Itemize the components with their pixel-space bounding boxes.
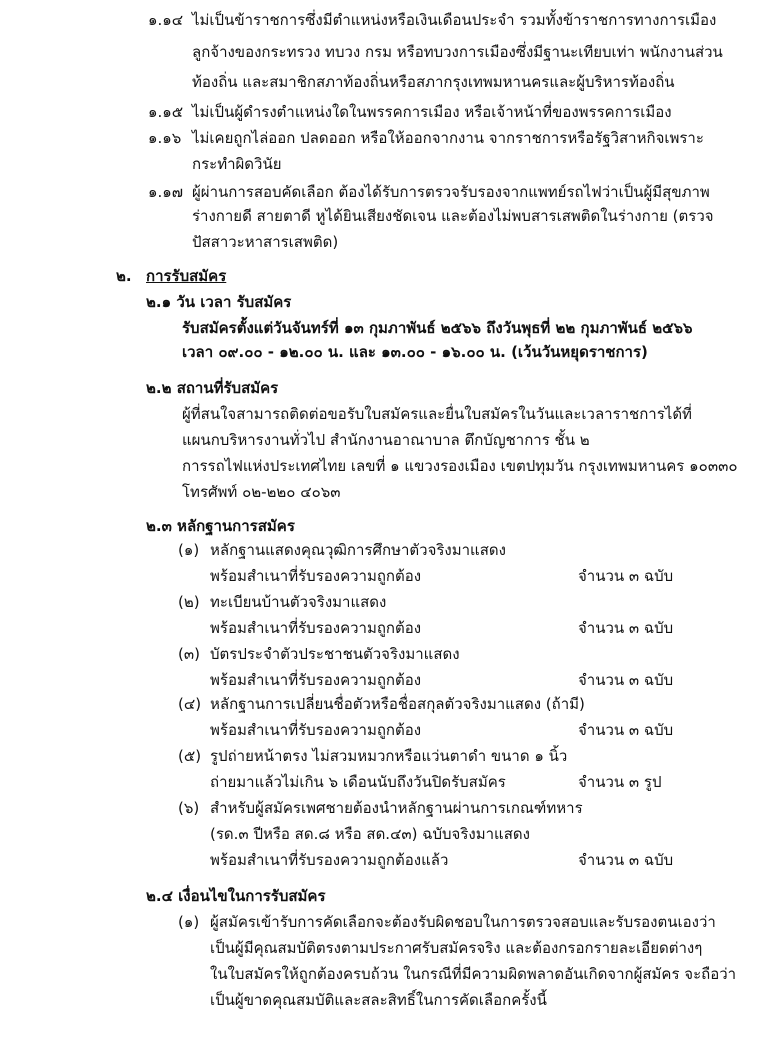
doc-text: ทะเบียนบ้านตัวจริงมาแสดง	[210, 593, 387, 611]
phone-number: โทรศัพท์ ๐๒-๒๒๐ ๔๐๖๓	[182, 483, 341, 501]
location-text: ผู้ที่สนใจสามารถติดต่อขอรับใบสมัครและยื่นใบสมัครในวันและเวลาราชการได้ที่	[182, 405, 692, 423]
section-title: การรับสมัคร	[146, 267, 227, 285]
doc-text: บัตรประจำตัวประชาชนตัวจริงมาแสดง	[210, 645, 460, 663]
doc-text: (รด.๓ ปีหรือ สด.๘ หรือ สด.๔๓) ฉบับจริงมาแสดง	[210, 825, 530, 843]
location-text: แผนกบริหารงานทั่วไป สำนักงานอาณาบาล ตึกบัญชาการ ชั้น ๒	[182, 431, 590, 449]
doc-number: (๑)	[178, 541, 200, 559]
doc-number: (๓)	[178, 645, 200, 663]
item-text: ปัสสาวะหาสารเสพติด)	[192, 233, 339, 251]
doc-text: รูปถ่ายหน้าตรง ไม่สวมหมวกหรือแว่นตาดำ ขนาด ๑ นิ้ว	[210, 747, 568, 765]
doc-number: (๔)	[178, 695, 202, 713]
application-hours: เวลา ๐๙.๐๐ - ๑๒.๐๐ น. และ ๑๓.๐๐ - ๑๖.๐๐ น. (เว้นวันหยุดราชการ)	[182, 343, 648, 361]
condition-text: ผู้สมัครเข้ารับการคัดเลือกจะต้องรับผิดชอบในการตรวจสอบและรับรองตนเองว่า	[210, 913, 716, 931]
doc-text: พร้อมสำเนาที่รับรองความถูกต้อง	[210, 567, 422, 585]
item-text: ไม่เป็นผู้ดำรงตำแหน่งใดในพรรคการเมือง หรือเจ้าหน้าที่ของพรรคการเมือง	[192, 103, 672, 121]
location-text: การรถไฟแห่งประเทศไทย เลขที่ ๑ แขวงรองเมือง เขตปทุมวัน กรุงเทพมหานคร ๑๐๓๓๐	[182, 457, 738, 475]
item-text: ไม่เป็นข้าราชการซึ่งมีตำแหน่งหรือเงินเดือนประจำ รวมทั้งข้าราชการทางการเมือง	[192, 11, 717, 29]
subsection-heading: ๒.๒ สถานที่รับสมัคร	[146, 379, 279, 397]
doc-text: ถ่ายมาแล้วไม่เกิน ๖ เดือนนับถึงวันปิดรับสมัคร	[210, 773, 506, 791]
condition-text: เป็นผู้ขาดคุณสมบัติและสละสิทธิ์ในการคัดเลือกครั้งนี้	[210, 991, 547, 1009]
doc-quantity: จำนวน ๓ ฉบับ	[578, 671, 674, 689]
item-number: ๑.๑๖	[148, 129, 182, 147]
condition-text: เป็นผู้มีคุณสมบัติตรงตามประกาศรับสมัครจริง และต้องกรอกรายละเอียดต่างๆ	[210, 939, 703, 957]
doc-text: หลักฐานแสดงคุณวุฒิการศึกษาตัวจริงมาแสดง	[210, 541, 506, 559]
section-number: ๒.	[116, 267, 132, 285]
doc-text: พร้อมสำเนาที่รับรองความถูกต้องแล้ว	[210, 851, 449, 869]
doc-text: หลักฐานการเปลี่ยนชื่อตัวหรือชื่อสกุลตัวจริงมาแสดง (ถ้ามี)	[210, 695, 585, 713]
doc-quantity: จำนวน ๓ รูป	[578, 773, 662, 791]
doc-quantity: จำนวน ๓ ฉบับ	[578, 851, 674, 869]
item-text: ท้องถิ่น และสมาชิกสภาท้องถิ่นหรือสภากรุงเทพมหานครและผู้บริหารท้องถิ่น	[192, 73, 675, 91]
doc-quantity: จำนวน ๓ ฉบับ	[578, 619, 674, 637]
item-number: ๑.๑๔	[148, 11, 184, 29]
doc-text: พร้อมสำเนาที่รับรองความถูกต้อง	[210, 619, 422, 637]
application-period: รับสมัครตั้งแต่วันจันทร์ที่ ๑๓ กุมภาพันธ์ ๒๕๖๖ ถึงวันพุธที่ ๒๒ กุมภาพันธ์ ๒๕๖๖	[182, 319, 693, 337]
item-text: กระทำผิดวินัย	[192, 155, 282, 173]
doc-number: (๒)	[178, 593, 200, 611]
condition-text: ในใบสมัครให้ถูกต้องครบถ้วน ในกรณีที่มีความผิดพลาดอันเกิดจากผู้สมัคร จะถือว่า	[210, 965, 737, 983]
doc-quantity: จำนวน ๓ ฉบับ	[578, 721, 674, 739]
item-text: ร่างกายดี สายตาดี หูได้ยินเสียงชัดเจน และต้องไม่พบสารเสพติดในร่างกาย (ตรวจ	[192, 207, 714, 225]
doc-quantity: จำนวน ๓ ฉบับ	[578, 567, 674, 585]
doc-number: (๕)	[178, 747, 202, 765]
doc-text: สำหรับผู้สมัครเพศชายต้องนำหลักฐานผ่านการเกณฑ์ทหาร	[210, 799, 583, 817]
subsection-heading: ๒.๑ วัน เวลา รับสมัคร	[146, 293, 292, 311]
subsection-heading: ๒.๓ หลักฐานการสมัคร	[146, 517, 295, 535]
doc-text: พร้อมสำเนาที่รับรองความถูกต้อง	[210, 671, 422, 689]
subsection-heading: ๒.๔ เงื่อนไขในการรับสมัคร	[146, 887, 326, 905]
doc-text: พร้อมสำเนาที่รับรองความถูกต้อง	[210, 721, 422, 739]
item-number: ๑.๑๕	[148, 103, 184, 121]
item-text: ลูกจ้างของกระทรวง ทบวง กรม หรือทบวงการเมืองซึ่งมีฐานะเทียบเท่า พนักงานส่วน	[192, 43, 723, 61]
item-text: ผู้ผ่านการสอบคัดเลือก ต้องได้รับการตรวจรับรองจากแพทย์รถไฟว่าเป็นผู้มีสุขภาพ	[192, 183, 710, 201]
item-text: ไม่เคยถูกไล่ออก ปลดออก หรือให้ออกจากงาน จากราชการหรือรัฐวิสาหกิจเพราะ	[192, 129, 704, 147]
item-number: ๑.๑๗	[148, 183, 184, 201]
doc-number: (๖)	[178, 799, 200, 817]
condition-number: (๑)	[178, 913, 200, 931]
